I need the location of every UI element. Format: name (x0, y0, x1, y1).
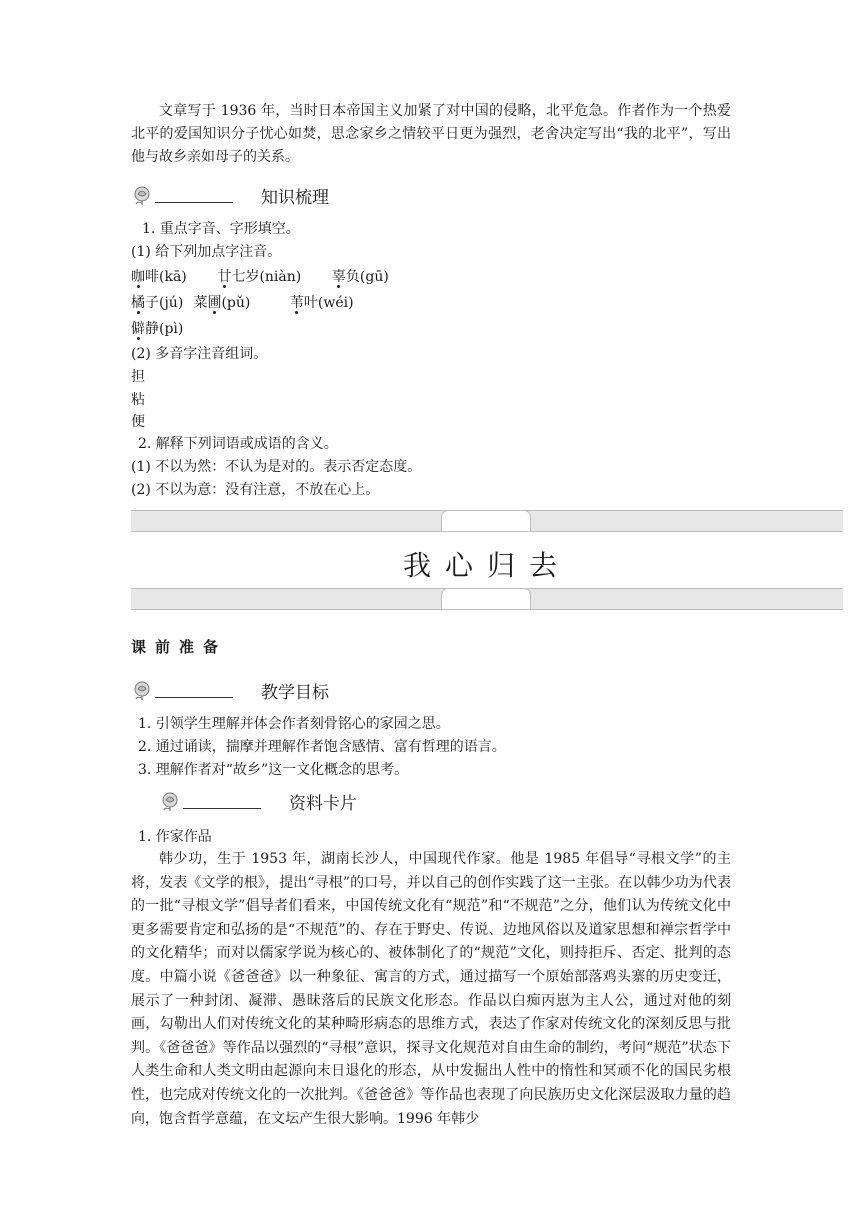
underline-rule (155, 188, 233, 203)
goal-item-2: 2. 通过诵读，揣摩并理解作者饱含感情、富有哲理的语言。 (138, 739, 506, 755)
item-2: 2. 解释下列词语或成语的含义。 (138, 436, 338, 452)
title-band-bottom (131, 588, 843, 610)
prep-heading: 课前准备 (131, 638, 228, 656)
goal-item-3: 3. 理解作者对“故乡”这一文化概念的思考。 (138, 762, 409, 778)
band-tab (441, 588, 531, 610)
band-tab (441, 510, 531, 532)
definition-1: (1) 不以为然：不认为是对的。表示否定态度。 (131, 459, 422, 475)
subitem-2: (2) 多音字注音组词。 (131, 346, 268, 362)
subitem-1: (1) 给下列加点字注音。 (131, 244, 282, 260)
section-header-knowledge (131, 182, 329, 208)
section-header-goals (131, 677, 329, 703)
section-title: 资料卡片 (289, 793, 357, 814)
polyphone-2: 粘 (131, 392, 145, 408)
polyphone-1: 担 (131, 369, 145, 385)
underline-rule (155, 683, 233, 698)
lesson-title: 我心归去 (402, 549, 571, 582)
rose-icon (131, 679, 153, 701)
goal-item-1: 1. 引领学生理解并体会作者刻骨铭心的家园之思。 (138, 716, 450, 732)
underline-rule (183, 794, 261, 809)
section-title: 教学目标 (261, 682, 329, 703)
section-header-materials (159, 788, 357, 814)
author-paragraph: 韩少功，生于 1953 年，湖南长沙人，中国现代作家。他是 1985 年倡导“寻根文学”的主将，发表《文学的根》，提出“寻根”的口号，并以自己的创作实践了这一主张。在以韩少功为代表的一批“寻根文学”倡导者们看来，中国传统文化有“规范”和“不规范”之分，他们认为传统文化中更多需要肯定和弘扬的是“不规范”的、存在于野史、传说、边地风俗以及道家思想和禅宗哲学中的文化精华；而对以儒家学说为核心的、被体制化了的“规范”文化，则持拒斥、否定、批判的态度。中篇小说《爸爸爸》以一种象征、寓言的方式，通过描写一个原始部落鸡头寨的历史变迁，展示了一种封闭、凝滞、愚昧落后的民族文化形态。作品以白痴丙崽为主人公，通过对他的刻画，勾勒出人们对传统文化的某种畸形病态的思维方式，表达了作家对传统文化的深刻反思与批判。《爸爸爸》等作品以强烈的“寻根”意识，探寻文化规范对自由生命的制约，考问“规范”状态下人类生命和人类文明由起源向末日退化的形态，从中发掘出人性中的惰性和冥顽不化的国民劣根性，也完成对传统文化的一次批判。《爸爸爸》等作品也表现了向民族历史文化深层汲取力量的趋向，饱含哲学意蕴，在文坛产生很大影响。1996 年韩少 (131, 851, 731, 1127)
pinyin-row-3: 僻静(pì) (131, 321, 184, 337)
item-1: 1. 重点字音、字形填空。 (142, 221, 300, 237)
rose-icon (159, 790, 181, 812)
pinyin-row-2: 橘子(jú) 菜圃(pǔ) 苇叶(wéi) (131, 295, 354, 311)
definition-2: (2) 不以为意：没有注意，不放在心上。 (131, 482, 380, 498)
polyphone-3: 便 (131, 414, 145, 430)
intro-paragraph: 文章写于 1936 年，当时日本帝国主义加紧了对中国的侵略，北平危急。作者作为一个热爱北平的爱国知识分子忧心如焚，思念家乡之情较平日更为强烈，老舍决定写出“我的北平”，写出他与故乡亲如母子的关系。 (131, 103, 731, 165)
materials-item-1: 1. 作家作品 (138, 829, 212, 845)
title-band-top (131, 510, 843, 532)
pinyin-row-1: 咖啡(kā) 廿七岁(niàn) 辜负(gū) (131, 269, 389, 285)
section-title: 知识梳理 (261, 187, 329, 208)
rose-icon (131, 184, 153, 206)
